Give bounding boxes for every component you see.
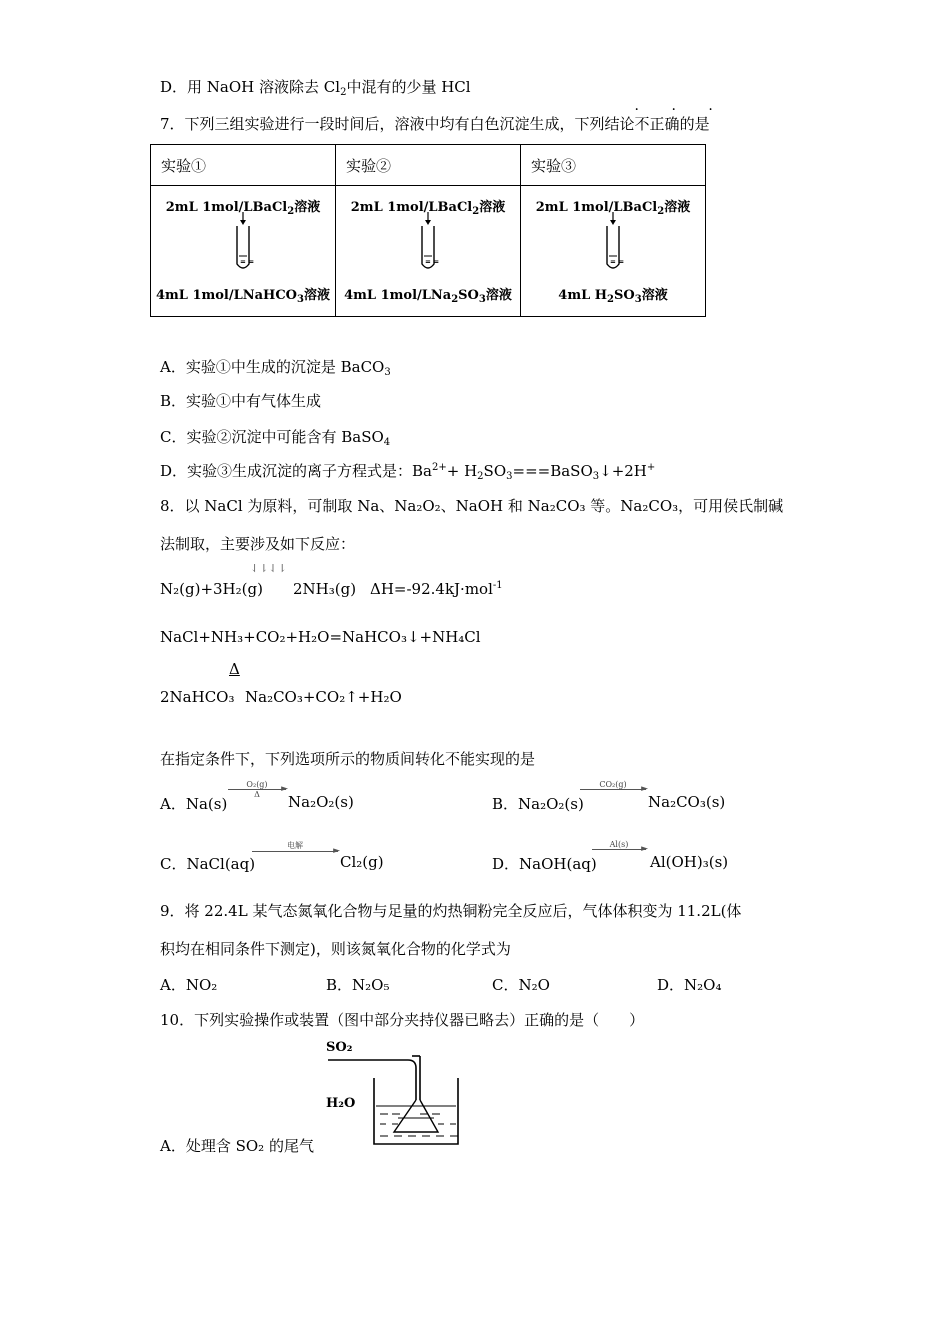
q8-option-d-product: Al(OH)₃(s) <box>650 853 729 871</box>
q7-option-a: A．实验①中生成的沉淀是 BaCO$_3$ <box>160 358 391 378</box>
equation-1-enthalpy: ΔH=-92.4kJ·mol$^{-1}$ <box>370 580 503 598</box>
q8-option-c-product: Cl₂(g) <box>340 853 384 871</box>
q9-option-b: B．N₂O₅ <box>326 976 390 994</box>
q8-option-c: C．NaCl(aq) <box>160 855 256 873</box>
table-header: 实验① <box>151 145 336 186</box>
h2o-label: H₂O <box>326 1096 356 1111</box>
q9-stem-line1: 9．将 22.4L 某气态氮氧化合物与足量的灼热铜粉完全反应后，气体体积变为 11.2L(体 <box>160 902 742 920</box>
q7-option-d: D．实验③生成沉淀的离子方程式是：$Ba^{2+}+$ $H_2SO_3===BaSO_3↓+2H^+$ <box>160 462 656 482</box>
test-tube-icon <box>414 212 442 274</box>
svg-text:= =: = = <box>240 257 255 266</box>
q8-option-a-product: Na₂O₂(s) <box>288 793 354 811</box>
test-tube-icon <box>229 212 257 274</box>
reaction-arrow: O₂(g) ► Δ <box>228 780 286 799</box>
q7-option-c: C．实验②沉淀中可能含有 BaSO$_4$ <box>160 428 391 448</box>
q10-stem: 10．下列实验操作或装置（图中部分夹持仪器已略去）正确的是（ ） <box>160 1011 645 1029</box>
q10-option-a: A．处理含 SO₂ 的尾气 <box>160 1137 314 1155</box>
experiment-1-figure: 2mL 1mol/LBaCl$_2$溶液 = = 4mL 1mol/LNaHCO$_3$溶液 <box>151 186 336 317</box>
equation-3-reactant: 2NaHCO₃ <box>160 688 235 706</box>
svg-text:= =: = = <box>610 257 625 266</box>
equation-1: N₂(g)+3H₂(g) <box>160 580 263 598</box>
q8-option-b-product: Na₂CO₃(s) <box>648 793 726 811</box>
q9-option-a: A．NO₂ <box>160 976 218 994</box>
beaker-funnel-icon <box>326 1040 466 1150</box>
so2-label: SO₂ <box>326 1040 353 1055</box>
q7-stem: 7．下列三组实验进行一段时间后，溶液中均有白色沉淀生成，下列结论不正确 · · · 的是 <box>160 102 727 133</box>
experiment-3-figure: 2mL 1mol/LBaCl$_2$溶液 = = 4mL $H_2SO_3$溶液 <box>521 186 706 317</box>
emphasis-dots: 不正确 · · · <box>634 102 727 133</box>
q8-stem-line1: 8．以 NaCl 为原料，可制取 Na、Na₂O₂、NaOH 和 Na₂CO₃ 等。Na₂CO₃，可用侯氏制碱 <box>160 497 784 515</box>
gas-absorption-apparatus <box>326 1040 466 1150</box>
experiment-2-figure: 2mL 1mol/LBaCl$_2$溶液 = = 4mL $1mol/LNa_2SO_3$溶液 <box>336 186 521 317</box>
equation-1-product: 2NH₃(g) <box>293 580 357 598</box>
q8-option-a: A．Na(s) <box>160 795 228 813</box>
delta-symbol: Δ <box>229 660 240 678</box>
svg-text:= =: = = <box>425 257 440 266</box>
q9-stem-line2: 积均在相同条件下测定)，则该氮氧化合物的化学式为 <box>160 940 511 958</box>
test-tube-icon <box>599 212 627 274</box>
reversible-arrow-icon: ⇃⇂⇃⇂ <box>250 562 287 575</box>
reaction-arrow: CO₂(g) ► <box>580 780 646 790</box>
reaction-arrow: 电解 ► <box>252 840 338 852</box>
q9-option-c: C．N₂O <box>492 976 550 994</box>
experiment-table <box>150 144 706 317</box>
q8-option-b: B．Na₂O₂(s) <box>492 795 584 813</box>
q9-option-d: D．N₂O₄ <box>657 976 722 994</box>
table-header: 实验② <box>336 145 521 186</box>
q7-option-b: B．实验①中有气体生成 <box>160 392 322 410</box>
q8-prompt: 在指定条件下，下列选项所示的物质间转化不能实现的是 <box>160 750 536 768</box>
q8-option-d: D．NaOH(aq) <box>492 855 597 873</box>
table-header: 实验③ <box>521 145 706 186</box>
equation-3-product: Na₂CO₃+CO₂↑+H₂O <box>245 688 402 706</box>
equation-2: NaCl+NH₃+CO₂+H₂O=NaHCO₃↓+NH₄Cl <box>160 628 481 646</box>
reaction-arrow: Al(s) ► <box>592 840 646 850</box>
q6-option-d: D．用 NaOH 溶液除去 $Cl_2$中混有的少量 HCl <box>160 78 471 98</box>
q8-stem-line2: 法制取，主要涉及如下反应： <box>160 535 356 553</box>
